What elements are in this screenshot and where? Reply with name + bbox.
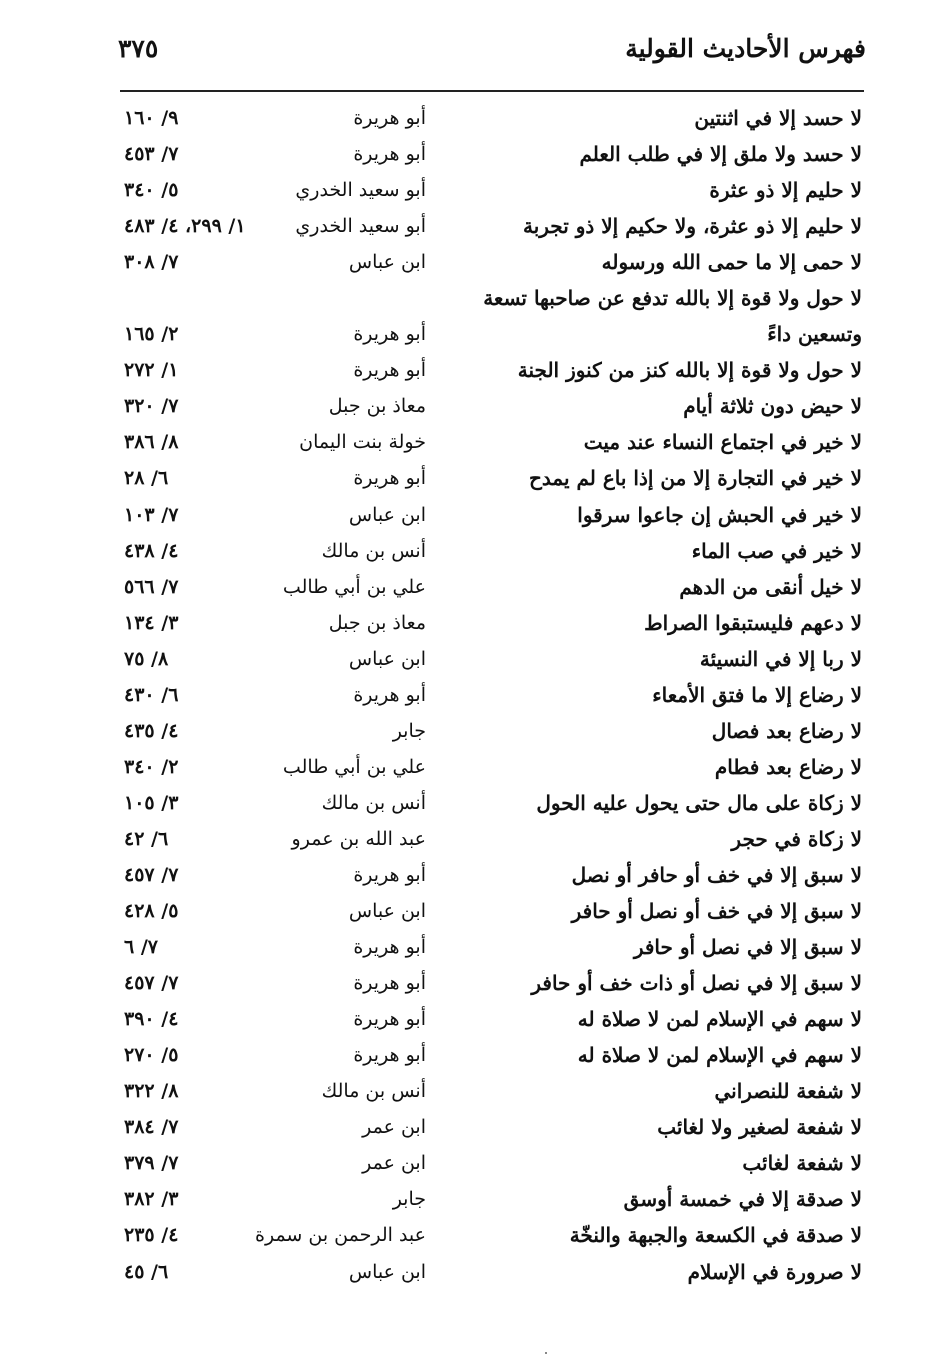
hadith-text: وتسعين داءً (767, 322, 862, 347)
narrator-name: أبو هريرة (353, 683, 426, 706)
hadith-text: لا زكاة في حجر (731, 826, 862, 851)
hadith-index-list (0, 100, 934, 1290)
volume-page-ref: ٣/ ٣٨٢ (124, 1188, 179, 1211)
narrator-name: ابن عمر (362, 1116, 426, 1139)
hadith-text: لا حمى إلا ما حمى الله ورسوله (601, 250, 862, 275)
volume-page-ref: ٢/ ٣٤٠ (124, 755, 179, 778)
index-entry (0, 1145, 934, 1181)
index-entry (0, 136, 934, 172)
narrator-name: أبو هريرة (353, 863, 426, 886)
narrator-name: جابر (392, 1188, 426, 1211)
volume-page-ref: ٧/ ٥٦٦ (124, 575, 179, 598)
index-entry (0, 100, 934, 136)
volume-page-ref: ٧/ ٤٥٧ (124, 972, 179, 995)
narrator-name: أبو هريرة (353, 143, 426, 166)
index-entry (0, 965, 934, 1001)
volume-page-ref: ٩/ ١٦٠ (124, 107, 179, 129)
hadith-text: لا حليم إلا ذو عثرة، ولا حكيم إلا ذو تجربة (522, 214, 862, 239)
index-entry (0, 785, 934, 821)
volume-page-ref: ١/ ٢٩٩، ٤/ ٤٨٣ (124, 215, 246, 238)
hadith-text: لا حول ولا قوة إلا بالله كنز من كنوز الجنة (517, 358, 862, 383)
index-entry (0, 605, 934, 641)
hadith-text: لا سبق إلا في نصل أو ذات خف أو حافر (531, 971, 862, 996)
narrator-name: ابن عباس (348, 900, 426, 923)
index-entry (0, 1037, 934, 1073)
hadith-text: لا حليم إلا ذو عثرة (709, 178, 862, 203)
narrator-name: ابن عباس (348, 647, 426, 670)
hadith-text: لا دعهم فليستبقوا الصراط (644, 610, 862, 635)
volume-page-ref: ٥/ ٣٤٠ (124, 179, 179, 202)
index-entry (0, 497, 934, 533)
hadith-text: لا خير في اجتماع النساء عند ميت (583, 430, 862, 455)
hadith-text: لا سبق إلا في نصل أو حافر (633, 935, 862, 960)
page-mark (545, 1352, 547, 1354)
volume-page-ref: ٥/ ٤٢٨ (124, 900, 179, 923)
volume-page-ref: ٦/ ٤٢ (124, 827, 169, 850)
volume-page-ref: ٦/ ٤٥ (124, 1260, 169, 1283)
narrator-name: عبد الله بن عمرو (291, 827, 426, 850)
index-entry (0, 929, 934, 965)
volume-page-ref: ٤/ ٤٣٥ (124, 719, 179, 742)
index-entry (0, 641, 934, 677)
page-title: فهرس الأحاديث القولية (625, 34, 866, 63)
narrator-name: أبو هريرة (353, 323, 426, 346)
narrator-name: أنس بن مالك (321, 791, 426, 814)
volume-page-ref: ٧/ ٣٢٠ (124, 395, 179, 418)
volume-page-ref: ٧/ ٣٠٨ (124, 251, 179, 274)
hadith-text: لا ربا إلا في النسيئة (699, 646, 862, 671)
narrator-name: ابن عباس (348, 503, 426, 526)
index-entry (0, 280, 934, 316)
volume-page-ref: ٦/ ٤٣٠ (124, 683, 179, 706)
hadith-text: لا خير في صب الماء (691, 538, 862, 563)
volume-page-ref: ١/ ٢٧٢ (124, 359, 179, 382)
volume-page-ref: ٨/ ٣٨٦ (124, 431, 179, 454)
hadith-text: لا شفعة لصغير ولا لغائب (657, 1115, 862, 1140)
narrator-name: معاذ بن جبل (328, 395, 426, 418)
hadith-text: لا صرورة في الإسلام (687, 1259, 862, 1284)
hadith-text: لا خيل أنقى من الدهم (679, 574, 862, 599)
volume-page-ref: ٤/ ٤٣٨ (124, 539, 179, 562)
narrator-name: أبو هريرة (353, 1044, 426, 1067)
index-entry (0, 1254, 934, 1290)
index-entry (0, 316, 934, 352)
volume-page-ref: ٦/ ٢٨ (124, 467, 169, 490)
volume-page-ref: ٧/ ٤٥٧ (124, 863, 179, 886)
volume-page-ref: ٨/ ٣٢٢ (124, 1080, 179, 1103)
hadith-text: لا زكاة على مال حتى يحول عليه الحول (536, 790, 862, 815)
volume-page-ref: ٧/ ٣٧٩ (124, 1152, 179, 1175)
index-entry (0, 244, 934, 280)
volume-page-ref: ٧/ ٦ (124, 936, 158, 959)
hadith-text: لا حيض دون ثلاثة أيام (683, 394, 862, 419)
hadith-text: لا رضاع إلا ما فتق الأمعاء (652, 682, 862, 707)
narrator-name: أبو هريرة (353, 936, 426, 959)
narrator-name: خولة بنت اليمان (299, 431, 426, 454)
index-entry (0, 533, 934, 569)
narrator-name: معاذ بن جبل (328, 611, 426, 634)
volume-page-ref: ٧/ ٣٨٤ (124, 1116, 179, 1139)
narrator-name: عبد الرحمن بن سمرة (255, 1224, 426, 1247)
narrator-name: ابن عباس (348, 251, 426, 274)
page-number: ٣٧٥ (118, 34, 159, 63)
index-entry (0, 172, 934, 208)
volume-page-ref: ٥/ ٢٧٠ (124, 1044, 179, 1067)
narrator-name: ابن عمر (362, 1152, 426, 1175)
narrator-name: أبو هريرة (353, 359, 426, 382)
volume-page-ref: ٤/ ٢٣٥ (124, 1224, 179, 1247)
index-entry (0, 713, 934, 749)
hadith-text: لا خير في التجارة إلا من إذا باع لم يمدح (528, 466, 862, 491)
hadith-text: لا خير في الحبش إن جاعوا سرقوا (577, 502, 862, 527)
index-entry (0, 352, 934, 388)
index-entry (0, 749, 934, 785)
narrator-name: أبو سعيد الخدري (295, 179, 426, 202)
narrator-name: أنس بن مالك (321, 539, 426, 562)
hadith-text: لا صدقة في الكسعة والجبهة والنخّة (569, 1223, 862, 1248)
index-entry (0, 569, 934, 605)
index-entry (0, 424, 934, 460)
volume-page-ref: ٨/ ٧٥ (124, 647, 169, 670)
hadith-text: لا سبق إلا في خف أو حافر أو نصل (571, 862, 862, 887)
volume-page-ref: ٧/ ١٠٣ (124, 503, 179, 526)
index-entry (0, 677, 934, 713)
index-entry (0, 893, 934, 929)
narrator-name: أبو هريرة (353, 467, 426, 490)
narrator-name: ابن عباس (348, 1260, 426, 1283)
narrator-name: علي بن أبي طالب (282, 755, 426, 778)
hadith-text: لا رضاع بعد فطام (714, 754, 862, 779)
index-entry (0, 857, 934, 893)
volume-page-ref: ٢/ ١٦٥ (124, 323, 179, 346)
narrator-name: أبو هريرة (353, 1008, 426, 1031)
narrator-name: أبو سعيد الخدري (295, 215, 426, 238)
hadith-text: لا سبق إلا في خف أو نصل أو حافر (571, 899, 862, 924)
hadith-text: لا حسد ولا ملق إلا في طلب العلم (579, 142, 862, 167)
index-entry (0, 1217, 934, 1253)
index-entry (0, 821, 934, 857)
index-entry (0, 1181, 934, 1217)
narrator-name: أبو هريرة (353, 107, 426, 129)
hadith-text: لا شفعة لغائب (742, 1151, 862, 1176)
hadith-text: لا سهم في الإسلام لمن لا صلاة له (577, 1043, 862, 1068)
index-entry (0, 460, 934, 496)
index-entry (0, 1073, 934, 1109)
narrator-name: أبو هريرة (353, 972, 426, 995)
volume-page-ref: ٧/ ٤٥٣ (124, 143, 179, 166)
volume-page-ref: ٤/ ٣٩٠ (124, 1008, 179, 1031)
volume-page-ref: ٣/ ١٠٥ (124, 791, 179, 814)
hadith-text: لا صدقة إلا في خمسة أوسق (623, 1187, 862, 1212)
hadith-text: لا شفعة للنصراني (714, 1079, 862, 1104)
index-entry (0, 388, 934, 424)
hadith-text: لا رضاع بعد فصال (711, 718, 862, 743)
hadith-text: لا سهم في الإسلام لمن لا صلاة له (577, 1007, 862, 1032)
page-header (118, 30, 866, 80)
volume-page-ref: ٣/ ١٣٤ (124, 611, 179, 634)
hadith-text: لا حول ولا قوة إلا بالله تدفع عن صاحبها تسعة (483, 286, 862, 311)
narrator-name: جابر (392, 719, 426, 742)
narrator-name: أنس بن مالك (321, 1080, 426, 1103)
index-entry (0, 208, 934, 244)
index-entry (0, 1109, 934, 1145)
header-divider (120, 90, 864, 92)
narrator-name: علي بن أبي طالب (282, 575, 426, 598)
index-entry (0, 1001, 934, 1037)
hadith-text: لا حسد إلا في اثنتين (694, 106, 862, 130)
